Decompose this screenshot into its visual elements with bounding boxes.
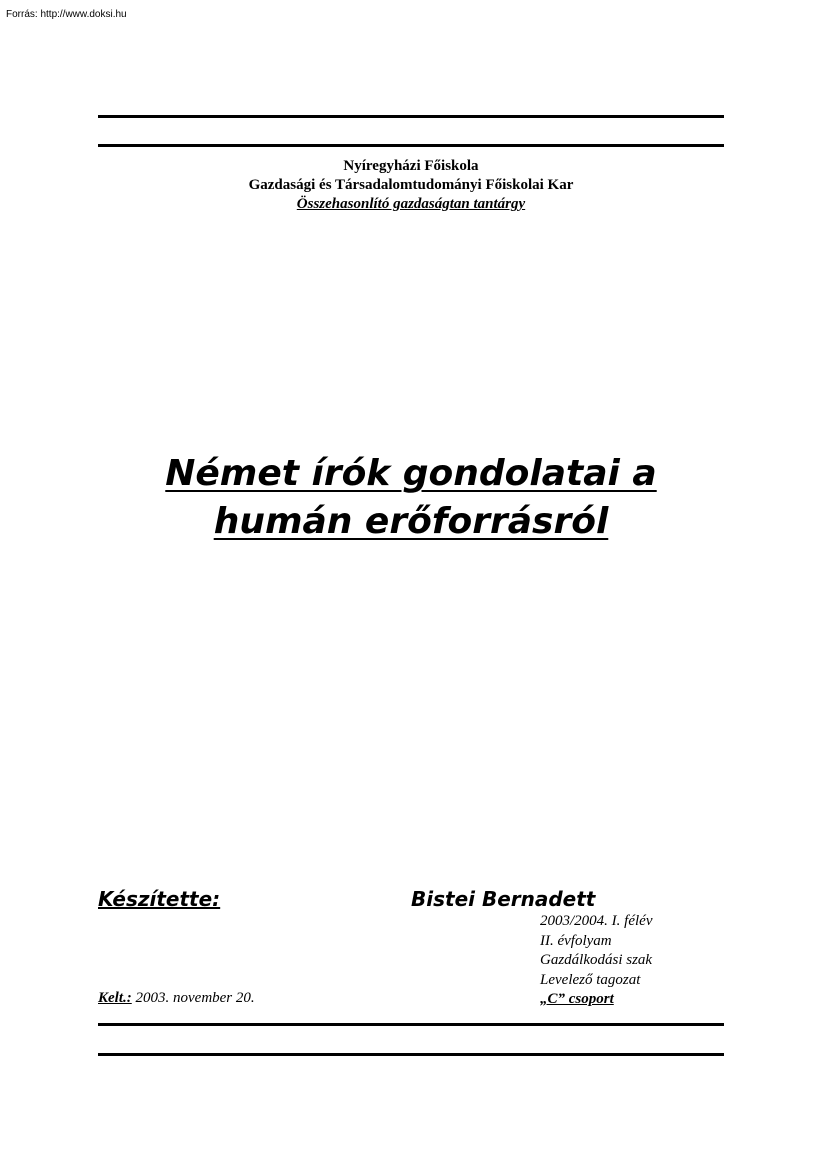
top-rule-2 bbox=[98, 144, 724, 147]
author-details bbox=[540, 912, 652, 1010]
date-value: 2003. november 20. bbox=[131, 990, 255, 1006]
source-note: Forrás: http://www.doksi.hu bbox=[6, 9, 127, 20]
title-line-1: Német írók gondolatai a bbox=[165, 453, 657, 494]
author-name: Bistei Bernadett bbox=[411, 887, 596, 911]
major: Gazdálkodási szak bbox=[540, 952, 653, 968]
author-label: Készítette: bbox=[98, 887, 221, 911]
study-year: II. évfolyam bbox=[540, 932, 612, 949]
bottom-rule-1 bbox=[98, 1023, 724, 1026]
bottom-rule-2 bbox=[98, 1053, 724, 1056]
date-label: Kelt.: bbox=[98, 990, 132, 1006]
date-line bbox=[98, 989, 255, 1009]
title-line-2: humán erőforrásról bbox=[213, 501, 609, 542]
document-title bbox=[98, 450, 724, 546]
group: „C” csoport bbox=[540, 991, 614, 1007]
institution-name: Nyíregyházi Főiskola bbox=[343, 158, 479, 174]
study-mode: Levelező tagozat bbox=[540, 971, 641, 988]
semester: 2003/2004. I. félév bbox=[540, 913, 653, 929]
top-rule-1 bbox=[98, 115, 724, 118]
faculty-name: Gazdasági és Társadalomtudományi Főiskolai Kar bbox=[248, 177, 574, 193]
document-header bbox=[98, 157, 724, 214]
course-name: Összehasonlító gazdaságtan tantárgy bbox=[296, 196, 526, 212]
